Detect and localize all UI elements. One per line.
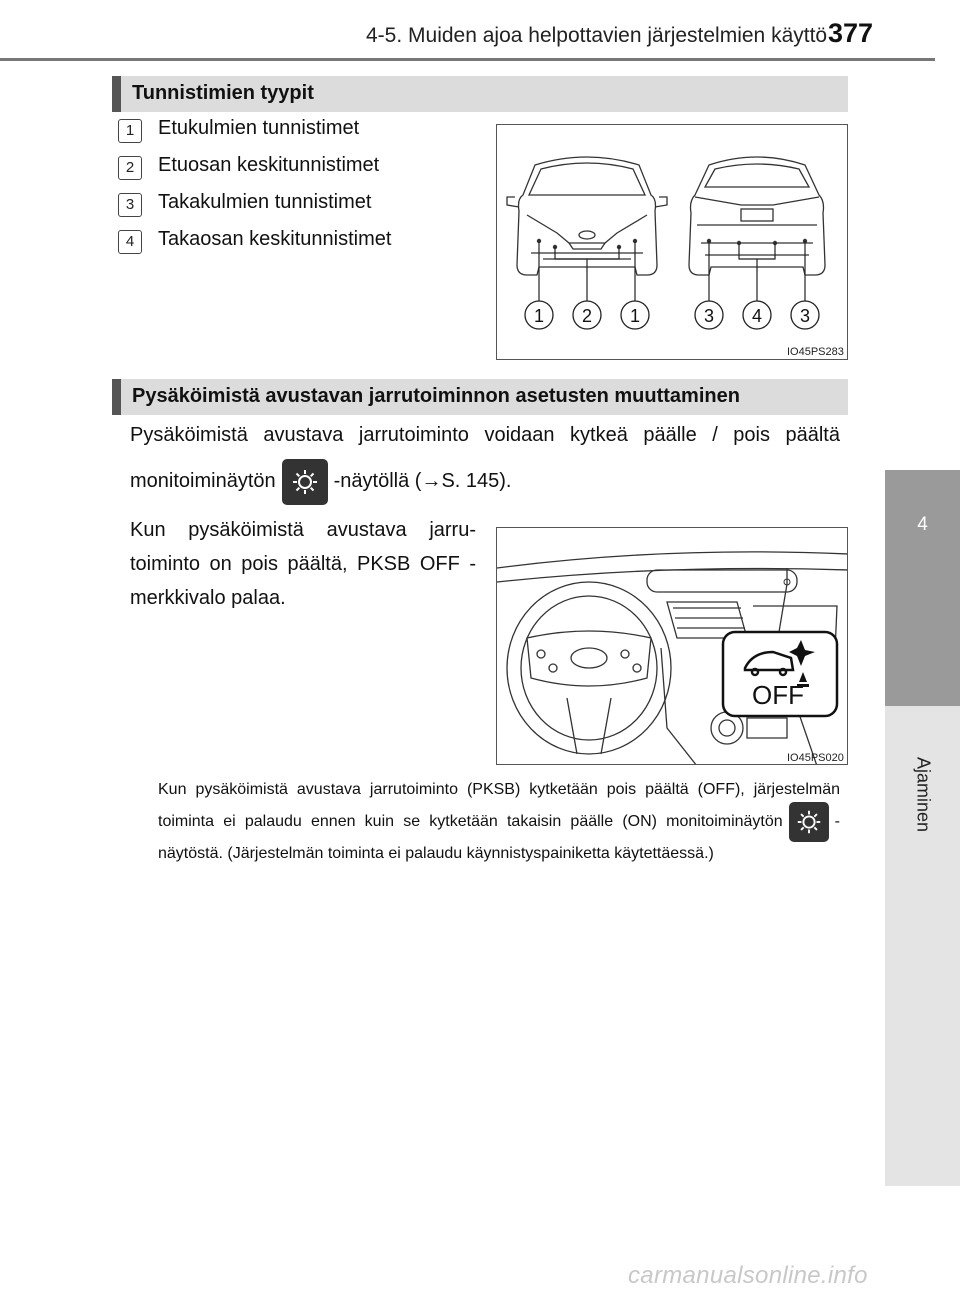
callout-label: 3 — [799, 306, 811, 326]
arrow-icon: → — [421, 470, 442, 492]
header-divider — [0, 58, 935, 61]
chapter-label-tab — [885, 706, 960, 1186]
car-front-rear-illustration — [497, 125, 848, 360]
number-badge: 2 — [118, 156, 142, 180]
note-text: -näytöstä. (Järjestelmän toiminta ei palaudu käynnistyspainiketta käytettäessä.) — [158, 813, 840, 862]
note-text: Kun pysäköimistä avustava jarrutoiminto (PKSB) kytketään pois päältä (OFF), järjestelmän toiminta ei palaudu ennen kuin se kytketään takaisin päälle (ON) monitoiminäytön — [158, 781, 840, 831]
paragraph-pksb-toggle — [130, 412, 840, 505]
pksb-indicator-figure — [496, 527, 848, 765]
section-title: Pysäköimistä avustavan jarrutoiminnon asetusten muuttaminen — [132, 385, 740, 407]
callout-label: 1 — [629, 306, 641, 326]
list-item-label: Etukulmien tunnistimet — [158, 117, 360, 139]
paragraph-text: -näytöllä ( — [333, 470, 422, 492]
chapter-number: 4 — [917, 514, 928, 535]
number-badge: 3 — [118, 193, 142, 217]
note-paragraph — [158, 778, 840, 866]
dashboard-illustration — [497, 528, 848, 765]
number-badge: 1 — [118, 119, 142, 143]
section-heading-pksb-settings — [112, 379, 848, 415]
section-heading-sensor-types — [112, 76, 848, 112]
list-item-label: Takaosan keskitunnistimet — [158, 228, 392, 250]
chapter-label: Ajaminen — [913, 756, 933, 833]
settings-icon — [282, 459, 328, 505]
off-indicator-text: OFF — [752, 680, 804, 710]
paragraph-text: Pysäköimistä avustava jarrutoiminto voidaan kytkeä päälle / pois päältä monitoiminäytön — [130, 424, 840, 492]
page-reference: S. 145). — [441, 470, 512, 492]
chapter-tab — [885, 470, 960, 706]
page-number: 377 — [828, 18, 874, 48]
watermark: carmanualsonline.info — [628, 1262, 868, 1289]
header-title: 4-5. Muiden ajoa helpottavien järjestelmien käyttö — [366, 24, 828, 47]
callout-label: 1 — [533, 306, 545, 326]
sensor-location-figure — [496, 124, 848, 360]
figure-code: IO45PS283 — [787, 346, 844, 358]
list-item-label: Takakulmien tunnistimet — [158, 191, 372, 213]
settings-icon — [789, 802, 829, 842]
paragraph-pksb-off-indicator: Kun pysäköimistä avustava jarru-toiminto on pois päältä, PKSB OFF -merkkivalo palaa. — [130, 519, 476, 609]
callout-label: 4 — [751, 306, 763, 326]
figure-code: IO45PS020 — [787, 752, 844, 764]
number-badge: 4 — [118, 230, 142, 254]
callout-label: 2 — [581, 306, 593, 326]
list-item-label: Etuosan keskitunnistimet — [158, 154, 380, 176]
section-title: Tunnistimien tyypit — [132, 82, 314, 104]
callout-label: 3 — [703, 306, 715, 326]
